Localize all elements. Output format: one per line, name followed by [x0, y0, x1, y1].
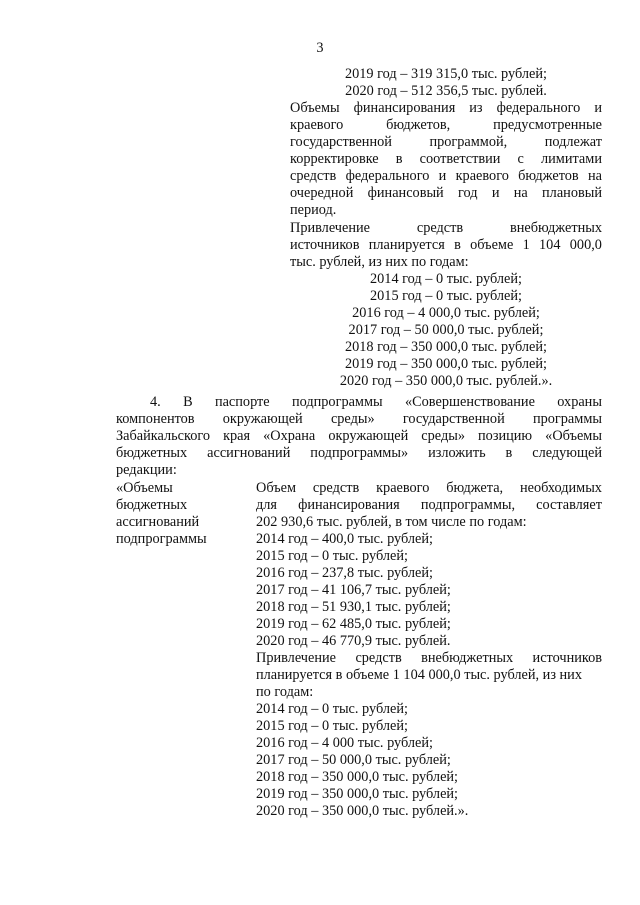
word: бюджетных — [116, 445, 188, 461]
table-extra-year-line: 2018 год – 350 000,0 тыс. рублей; — [256, 769, 459, 785]
funding-note-line-7: период. — [290, 202, 337, 218]
word: бюджета, — [446, 480, 504, 496]
word: финансовый — [367, 185, 444, 201]
year-line-2020: 2020 год – 512 356,5 тыс. рублей. — [345, 83, 547, 99]
word: программы — [532, 411, 602, 427]
word: составляет — [536, 497, 602, 513]
extra-intro-line-2 — [290, 237, 602, 254]
extra-year-line: 2014 год – 0 тыс. рублей; — [370, 271, 522, 287]
table-extra-year-line: 2019 год – 350 000,0 тыс. рублей; — [256, 786, 459, 802]
item-4-line-4 — [116, 445, 602, 462]
word: источников — [532, 650, 602, 666]
word: бюджетов — [518, 168, 579, 184]
word: В — [183, 394, 193, 410]
extra-year-line: 2015 год – 0 тыс. рублей; — [370, 288, 522, 304]
word: Объем — [256, 480, 297, 496]
word: соответствии — [419, 151, 501, 167]
item-number: 4. — [150, 394, 161, 410]
word: планируется — [368, 237, 445, 253]
word: 104 — [539, 237, 561, 253]
word: края — [223, 428, 251, 444]
funding-note-line-2 — [290, 117, 602, 134]
funding-note — [290, 100, 602, 219]
extra-year-line: 2020 год – 350 000,0 тыс. рублей.». — [339, 373, 553, 389]
table-extra-line-2: планируется в объеме 1 104 000,0 тыс. рублей, из них — [256, 667, 582, 683]
regional-year-line: 2020 год – 46 770,9 тыс. рублей. — [256, 633, 451, 649]
word: изложить — [428, 445, 486, 461]
word: и — [438, 168, 447, 184]
extra-year-line: 2018 год – 350 000,0 тыс. рублей; — [344, 339, 548, 355]
word: для — [256, 497, 277, 513]
regional-year-line: 2015 год – 0 тыс. рублей; — [256, 548, 408, 564]
word: «Охрана — [263, 428, 316, 444]
word: подпрограммы» — [310, 445, 409, 461]
extra-year-line: 2016 год – 4 000,0 тыс. рублей; — [352, 305, 540, 321]
top-years-block — [290, 66, 602, 100]
year-line-2019: 2019 год – 319 315,0 тыс. рублей; — [344, 66, 548, 82]
table-extra-line-3: по годам: — [256, 684, 314, 700]
word: Привлечение — [290, 220, 370, 236]
item-4-paragraph — [116, 394, 602, 479]
funding-note-line-3 — [290, 134, 602, 151]
word: краевого — [455, 168, 509, 184]
word: программой, — [429, 134, 508, 150]
word: внебюджетных — [421, 650, 514, 666]
word: позицию — [478, 428, 533, 444]
word: внебюджетных — [510, 220, 602, 236]
word: средств — [355, 650, 402, 666]
word: бюджетов, — [386, 117, 451, 133]
word: и — [491, 185, 500, 201]
item-4-line-3 — [116, 428, 602, 445]
table-extra-year-line: 2020 год – 350 000,0 тыс. рублей.». — [256, 803, 469, 819]
word: ассигнований — [207, 445, 291, 461]
word: на — [513, 185, 528, 201]
word: 000,0 — [569, 237, 602, 253]
extra-funding-intro — [290, 220, 602, 271]
word: корректировке — [290, 151, 379, 167]
word: год — [458, 185, 478, 201]
extra-years-block — [290, 271, 602, 390]
regional-intro-line-3: 202 930,6 тыс. рублей, в том числе по годам: — [256, 514, 527, 530]
regional-year-line: 2016 год – 237,8 тыс. рублей; — [256, 565, 434, 581]
table-extra-year-line: 2016 год – 4 000 тыс. рублей; — [256, 735, 434, 751]
word: средств — [312, 480, 360, 496]
word: подлежат — [544, 134, 602, 150]
word: с — [517, 151, 524, 167]
word: средств — [290, 168, 337, 184]
extra-intro-line-3: тыс. рублей, из них по годам: — [290, 254, 469, 270]
regional-intro-line-1 — [256, 480, 602, 497]
table-extra-year-line: 2014 год – 0 тыс. рублей; — [256, 701, 408, 717]
word: окружающей — [222, 411, 303, 427]
word: подпрограммы, — [420, 497, 516, 513]
page-number: 3 — [316, 40, 324, 56]
table-left-line: ассигнований — [116, 514, 200, 530]
word: федерального — [496, 100, 581, 116]
word: «Совершенствование — [404, 394, 535, 410]
regional-year-line: 2018 год – 51 930,1 тыс. рублей; — [256, 599, 451, 615]
extra-intro-line-1 — [290, 220, 602, 237]
word: предусмотренные — [493, 117, 602, 133]
regional-year-line: 2017 год – 41 106,7 тыс. рублей; — [256, 582, 451, 598]
word: средств — [416, 220, 464, 236]
word: краевого — [376, 480, 430, 496]
word: 1 — [522, 237, 530, 253]
word: источников — [290, 237, 360, 253]
word: государственной — [290, 134, 392, 150]
table-right-column — [256, 480, 602, 820]
word: среды» — [330, 411, 375, 427]
table-extra-year-line: 2017 год – 50 000,0 тыс. рублей; — [256, 752, 451, 768]
word: финансирования — [353, 100, 456, 116]
word: подпрограммы — [291, 394, 383, 410]
word: окружающей — [328, 428, 409, 444]
regional-year-line: 2014 год – 400,0 тыс. рублей; — [256, 531, 434, 547]
word: объеме — [470, 237, 514, 253]
word: Объемы — [290, 100, 340, 116]
word: среды» — [421, 428, 465, 444]
word: «Объемы — [545, 428, 602, 444]
table-left-line: подпрограммы — [116, 531, 207, 547]
word: государственной — [402, 411, 505, 427]
word: краевого — [290, 117, 344, 133]
word: на — [587, 168, 602, 184]
item-4-line-1 — [116, 394, 602, 411]
extra-year-line: 2017 год – 50 000,0 тыс. рублей; — [348, 322, 544, 338]
funding-note-line-5 — [290, 168, 602, 185]
table-left-line: бюджетных — [116, 497, 188, 513]
extra-year-line: 2019 год – 350 000,0 тыс. рублей; — [344, 356, 548, 372]
table-left-column — [116, 480, 246, 548]
word: из — [469, 100, 483, 116]
word: Привлечение — [256, 650, 336, 666]
word: в — [395, 151, 403, 167]
regional-year-line: 2019 год – 62 485,0 тыс. рублей; — [256, 616, 451, 632]
word: в — [454, 237, 461, 253]
table-extra-line-1 — [256, 650, 602, 667]
table-left-line: «Объемы — [116, 480, 173, 496]
word: охраны — [557, 394, 602, 410]
regional-intro-line-2 — [256, 497, 602, 514]
funding-note-line-4 — [290, 151, 602, 168]
word: лимитами — [541, 151, 602, 167]
word: федерального — [345, 168, 430, 184]
word: в — [505, 445, 513, 461]
word: Забайкальского — [116, 428, 211, 444]
word: необходимых — [520, 480, 602, 496]
word: финансирования — [298, 497, 400, 513]
word: следующей — [532, 445, 602, 461]
word: очередной — [290, 185, 354, 201]
word: компонентов — [116, 411, 195, 427]
item-4-line-5: редакции: — [116, 462, 177, 478]
table-extra-year-line: 2015 год – 0 тыс. рублей; — [256, 718, 408, 734]
funding-note-line-6 — [290, 185, 602, 202]
word: и — [594, 100, 602, 116]
item-4-line-2 — [116, 411, 602, 428]
word: плановый — [542, 185, 602, 201]
funding-note-line-1 — [290, 100, 602, 117]
word: паспорте — [214, 394, 270, 410]
